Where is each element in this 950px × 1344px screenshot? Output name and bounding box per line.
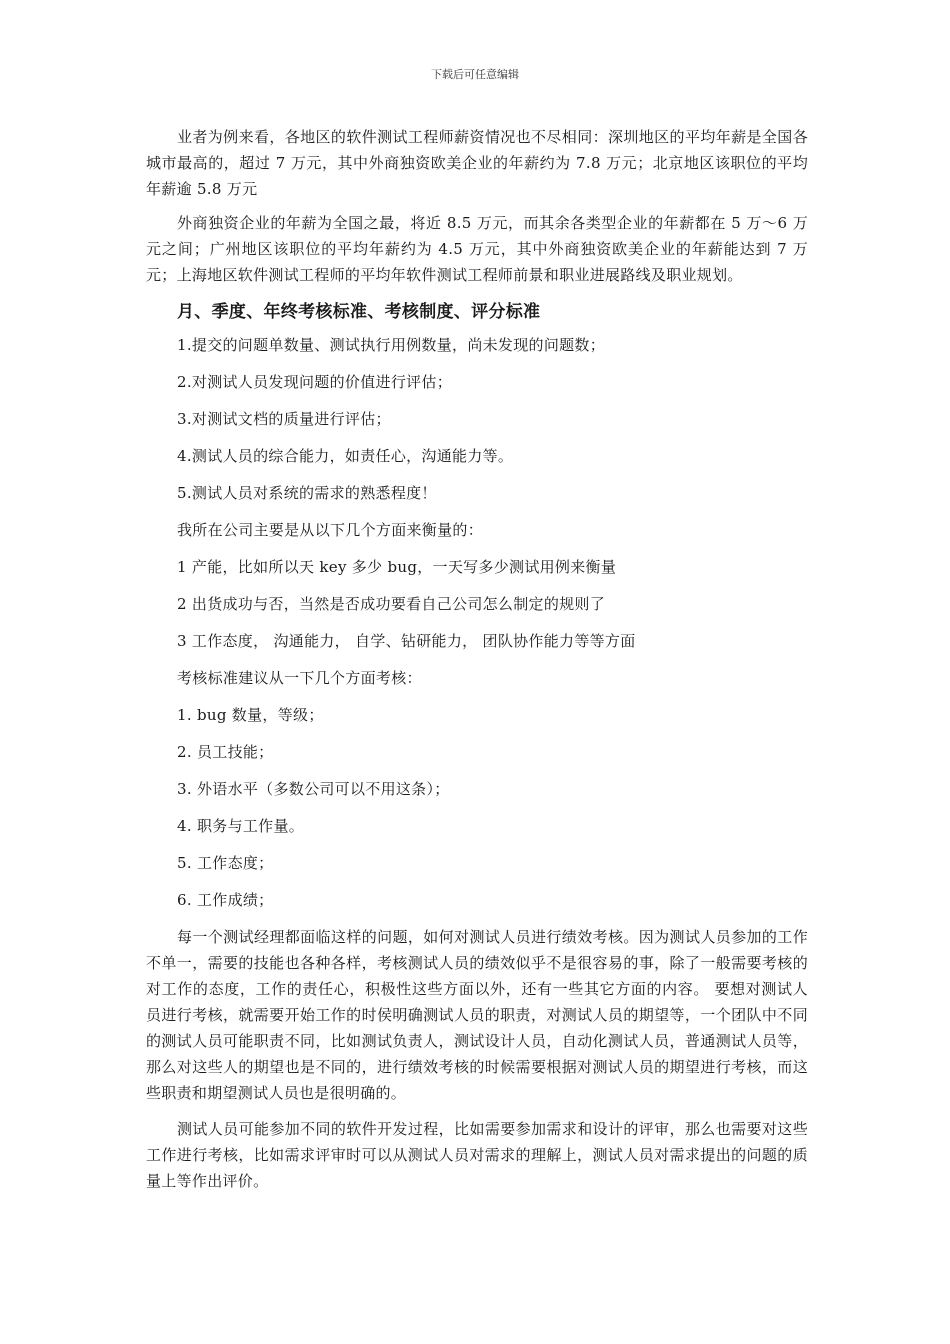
list-item: 2. 员工技能； [177,743,274,761]
paragraph-salary-2: 外商独资企业的年薪为全国之最，将近 8.5 万元，而其余各类型企业的年薪都在 5 万～6 万元之间；广州地区该职位的平均年薪约为 4.5 万元，其中外商独资欧美企业的年薪能达到 7 万元；上海地区软件测试工程师的平均年软件测试工程师前景和职业进展路线及职业规划。 [146,214,808,284]
list-item: 2.对测试人员发现问题的价值进行评估； [177,373,453,391]
list-item: 5.测试人员对系统的需求的熟悉程度！ [177,484,437,502]
list-item: 1. bug 数量，等级； [177,706,324,724]
list-intro: 我所在公司主要是从以下几个方面来衡量的： [177,521,484,539]
list-intro: 考核标准建议从一下几个方面考核： [177,669,422,687]
document-body [146,124,808,1204]
list-item: 1.提交的问题单数量、测试执行用例数量，尚未发现的问题数； [177,336,606,354]
list-item: 3.对测试文档的质量进行评估； [177,410,391,428]
list-item: 4. 职务与工作量。 [177,817,305,835]
page-header: 下载后可任意编辑 [431,68,519,81]
list-item: 3 工作态度， 沟通能力， 自学、钻研能力， 团队协作能力等等方面 [177,632,636,650]
list-item: 4.测试人员的综合能力，如责任心，沟通能力等。 [177,447,514,465]
paragraph-performance-2: 测试人员可能参加不同的软件开发过程，比如需要参加需求和设计的评审，那么也需要对这些工作进行考核，比如需求评审时可以从测试人员对需求的理解上，测试人员对需求提出的问题的质量上等作出评价。 [146,1120,808,1190]
list-item: 6. 工作成绩； [177,891,274,909]
list-item: 3. 外语水平（多数公司可以不用这条）； [177,780,450,798]
paragraph-salary-1: 业者为例来看，各地区的软件测试工程师薪资情况也不尽相同：深圳地区的平均年薪是全国各城市最高的，超过 7 万元，其中外商独资欧美企业的年薪约为 7.8 万元；北京地区该职位的平均年薪逾 5.8 万元 [146,128,808,198]
list-item: 2 出货成功与否，当然是否成功要看自己公司怎么制定的规则了 [177,595,606,613]
list-item: 5. 工作态度； [177,854,274,872]
list-item: 1 产能，比如所以天 key 多少 bug，一天写多少测试用例来衡量 [177,558,617,576]
section-heading: 月、季度、年终考核标准、考核制度、评分标准 [177,302,541,322]
paragraph-performance-1: 每一个测试经理都面临这样的问题，如何对测试人员进行绩效考核。因为测试人员参加的工作不单一，需要的技能也各种各样，考核测试人员的绩效似乎不是很容易的事，除了一般需要考核的对工作的态度，工作的责任心，积极性这些方面以外，还有一些其它方面的内容。 要想对测试人员进行考核，就需要开始工作的时侯明确测试人员的职责，对测试人员的期望等，一个团队中不同的测试人员可能职责不同，比如测试负责人，测试设计人员，自动化测试人员，普通测试人员等，那么对这些人的期望也是不同的，进行绩效考核的时候需要根据对测试人员的期望进行考核，而这些职责和期望测试人员也是很明确的。 [146,928,808,1102]
